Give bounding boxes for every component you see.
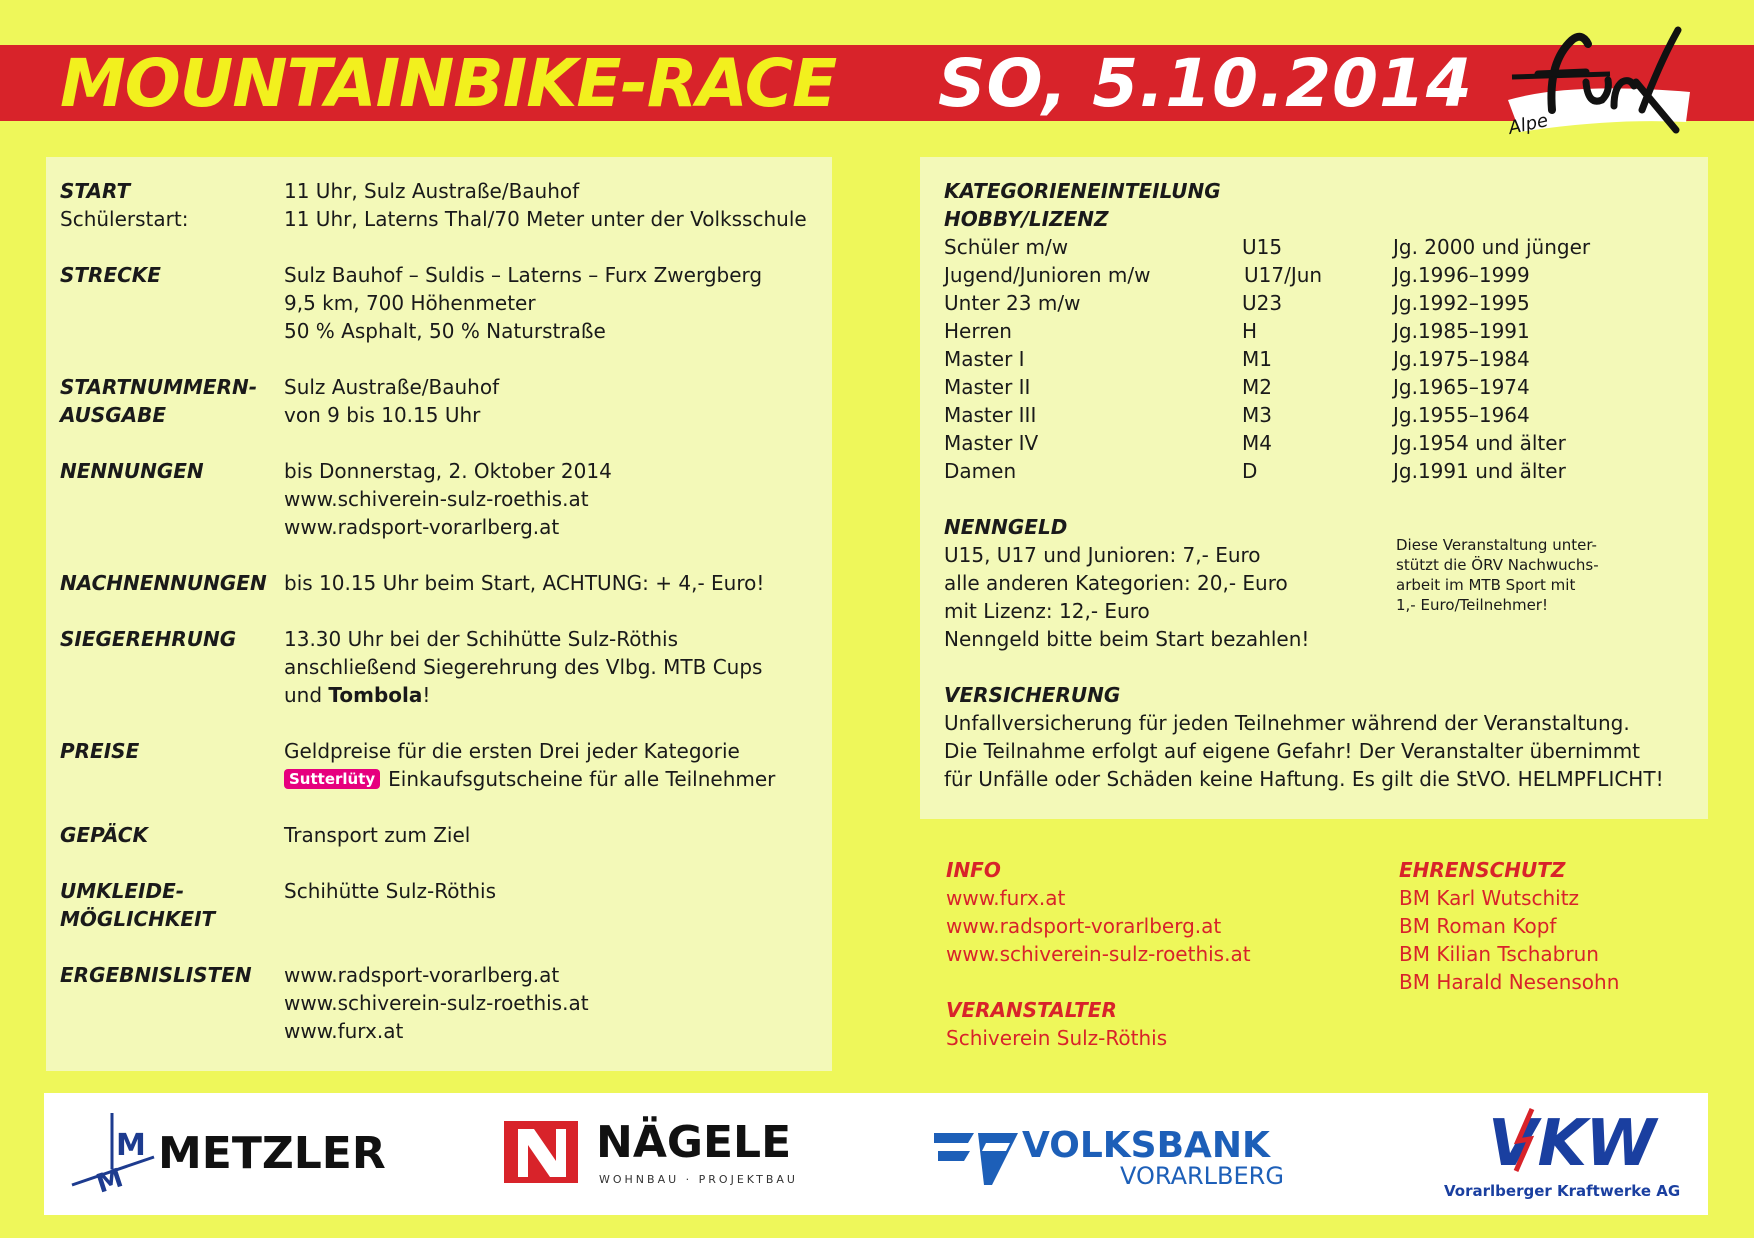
preise-line-2-text: Einkaufsgutscheine für alle Teilnehmer — [388, 767, 776, 791]
siegerehrung-line-1: 13.30 Uhr bei der Schihütte Sulz-Röthis — [284, 627, 678, 651]
kategorien-heading-1: KATEGORIENEINTEILUNG — [944, 179, 1221, 203]
svg-text:M: M — [116, 1128, 146, 1163]
category-years: Jg.1955–1964 — [1393, 403, 1530, 427]
umkleide-label-1: UMKLEIDE- — [60, 879, 185, 903]
category-years: Jg.1985–1991 — [1393, 319, 1530, 343]
veranstalter-name: Schiverein Sulz-Röthis — [946, 1026, 1168, 1050]
strecke-line-2: 9,5 km, 700 Höhenmeter — [284, 291, 536, 315]
support-note-2: stützt die ÖRV Nachwuchs- — [1396, 556, 1599, 574]
tombola-text: Tombola — [328, 683, 423, 707]
nachnennungen-value: bis 10.15 Uhr beim Start, ACHTUNG: + 4,- Euro! — [284, 571, 765, 595]
strecke-label: STRECKE — [60, 263, 161, 287]
ehrenschutz-name-2: BM Roman Kopf — [1399, 914, 1557, 938]
metzler-logo-icon — [66, 1109, 156, 1199]
volksbank-region: VORARLBERG — [1120, 1162, 1284, 1190]
category-name: Master II — [944, 375, 1031, 399]
ehrenschutz-name-1: BM Karl Wutschitz — [1399, 886, 1580, 910]
category-code: D — [1242, 459, 1258, 483]
category-name: Herren — [944, 319, 1012, 343]
vkw-name: Vorarlberger Kraftwerke AG — [1444, 1182, 1681, 1200]
info-heading: INFO — [946, 858, 1001, 882]
nachnennungen-label: NACHNENNUNGEN — [60, 571, 267, 595]
siegerehrung-label: SIEGEREHRUNG — [60, 627, 237, 651]
event-date: SO, 5.10.2014 — [938, 45, 1473, 122]
start-value: 11 Uhr, Sulz Austraße/Bauhof — [284, 179, 580, 203]
strecke-line-3: 50 % Asphalt, 50 % Naturstraße — [284, 319, 606, 343]
versicherung-line-3: für Unfälle oder Schäden keine Haftung. Es gilt die StVO. HELMPFLICHT! — [944, 767, 1664, 791]
nennungen-label: NENNUNGEN — [60, 459, 204, 483]
startnummern-label-1: STARTNUMMERN- — [60, 375, 258, 399]
naegele-logo-icon — [504, 1121, 578, 1183]
preise-label: PREISE — [60, 739, 140, 763]
category-code: M1 — [1242, 347, 1272, 371]
nenngeld-heading: NENNGELD — [944, 515, 1068, 539]
category-years: Jg. 2000 und jünger — [1393, 235, 1591, 259]
info-link-3[interactable]: www.schiverein-sulz-roethis.at — [946, 942, 1251, 966]
category-name: Master IV — [944, 431, 1039, 455]
gepaeck-label: GEPÄCK — [60, 823, 148, 847]
category-code: U15 — [1242, 235, 1283, 259]
left-info-panel — [46, 157, 832, 1071]
vkw-logo-icon — [1484, 1105, 1656, 1181]
versicherung-line-1: Unfallversicherung für jeden Teilnehmer während der Veranstaltung. — [944, 711, 1630, 735]
ergebnis-link-3[interactable]: www.furx.at — [284, 1019, 404, 1043]
umkleide-value: Schihütte Sulz-Röthis — [284, 879, 496, 903]
versicherung-heading: VERSICHERUNG — [944, 683, 1121, 707]
ergebnis-label: ERGEBNISLISTEN — [60, 963, 252, 987]
siegerehrung-line-3 — [284, 681, 430, 709]
category-years: Jg.1954 und älter — [1393, 431, 1566, 455]
veranstalter-heading: VERANSTALTER — [946, 998, 1117, 1022]
startnummern-label-2: AUSGABE — [60, 403, 167, 427]
event-title: MOUNTAINBIKE-RACE — [60, 45, 837, 122]
nenngeld-line-4: Nenngeld bitte beim Start bezahlen! — [944, 627, 1310, 651]
schuelerstart-label: Schülerstart: — [60, 207, 189, 231]
volksbank-logo-icon — [934, 1129, 1018, 1185]
gepaeck-value: Transport zum Ziel — [284, 823, 471, 847]
kategorien-heading-2: HOBBY/LIZENZ — [944, 207, 1109, 231]
sponsor-strip — [44, 1093, 1708, 1215]
preise-line-1: Geldpreise für die ersten Drei jeder Kategorie — [284, 739, 740, 763]
siegerehrung-line-2: anschließend Siegerehrung des Vlbg. MTB Cups — [284, 655, 763, 679]
start-label: START — [60, 179, 131, 203]
svg-text:VKW: VKW — [1488, 1107, 1656, 1181]
category-name: Schüler m/w — [944, 235, 1069, 259]
versicherung-line-2: Die Teilnahme erfolgt auf eigene Gefahr! Der Veranstalter übernimmt — [944, 739, 1641, 763]
startnummern-line-1: Sulz Austraße/Bauhof — [284, 375, 500, 399]
ehrenschutz-name-4: BM Harald Nesensohn — [1399, 970, 1620, 994]
support-note-4: 1,- Euro/Teilnehmer! — [1396, 596, 1548, 614]
category-name: Jugend/Junioren m/w — [944, 263, 1151, 287]
category-name: Master III — [944, 403, 1037, 427]
preise-line-2 — [284, 765, 775, 793]
category-name: Unter 23 m/w — [944, 291, 1081, 315]
category-years: Jg.1975–1984 — [1393, 347, 1530, 371]
sutterluety-logo: Sutterlüty — [284, 769, 380, 789]
category-code: U17/Jun — [1244, 263, 1323, 287]
category-name: Damen — [944, 459, 1017, 483]
category-years: Jg.1965–1974 — [1393, 375, 1530, 399]
naegele-name: NÄGELE — [596, 1117, 792, 1168]
naegele-sub: WOHNBAU · PROJEKTBAU — [599, 1173, 798, 1186]
nennungen-link-1[interactable]: www.schiverein-sulz-roethis.at — [284, 487, 589, 511]
category-years: Jg.1996–1999 — [1393, 263, 1530, 287]
category-years: Jg.1991 und älter — [1393, 459, 1566, 483]
category-name: Master I — [944, 347, 1025, 371]
support-note-1: Diese Veranstaltung unter- — [1396, 536, 1597, 554]
siegerehrung-line-3-pre: und — [284, 683, 329, 707]
ehrenschutz-heading: EHRENSCHUTZ — [1399, 858, 1566, 882]
metzler-name: METZLER — [158, 1128, 386, 1179]
ergebnis-link-1[interactable]: www.radsport-vorarlberg.at — [284, 963, 560, 987]
category-years: Jg.1992–1995 — [1393, 291, 1530, 315]
info-link-2[interactable]: www.radsport-vorarlberg.at — [946, 914, 1222, 938]
volksbank-name: VOLKSBANK — [1022, 1125, 1270, 1166]
nenngeld-line-1: U15, U17 und Junioren: 7,- Euro — [944, 543, 1261, 567]
category-code: M2 — [1242, 375, 1272, 399]
nenngeld-line-2: alle anderen Kategorien: 20,- Euro — [944, 571, 1288, 595]
nennungen-link-2[interactable]: www.radsport-vorarlberg.at — [284, 515, 560, 539]
ehrenschutz-name-3: BM Kilian Tschabrun — [1399, 942, 1599, 966]
nenngeld-line-3: mit Lizenz: 12,- Euro — [944, 599, 1150, 623]
nennungen-line-1: bis Donnerstag, 2. Oktober 2014 — [284, 459, 612, 483]
info-link-1[interactable]: www.furx.at — [946, 886, 1066, 910]
schuelerstart-value: 11 Uhr, Laterns Thal/70 Meter unter der Volksschule — [284, 207, 807, 231]
right-info-panel — [920, 157, 1708, 819]
support-note-3: arbeit im MTB Sport mit — [1396, 576, 1576, 594]
category-code: M4 — [1242, 431, 1272, 455]
category-code: U23 — [1242, 291, 1283, 315]
siegerehrung-line-3-post: ! — [422, 683, 431, 707]
furx-logo-icon — [1490, 22, 1690, 147]
svg-text:M: M — [92, 1163, 127, 1200]
category-code: M3 — [1242, 403, 1272, 427]
ergebnis-link-2[interactable]: www.schiverein-sulz-roethis.at — [284, 991, 589, 1015]
furx-logo-sub: Alpe — [1506, 110, 1550, 139]
startnummern-line-2: von 9 bis 10.15 Uhr — [284, 403, 481, 427]
umkleide-label-2: MÖGLICHKEIT — [60, 907, 216, 931]
category-code: H — [1242, 319, 1258, 343]
strecke-line-1: Sulz Bauhof – Suldis – Laterns – Furx Zwergberg — [284, 263, 763, 287]
